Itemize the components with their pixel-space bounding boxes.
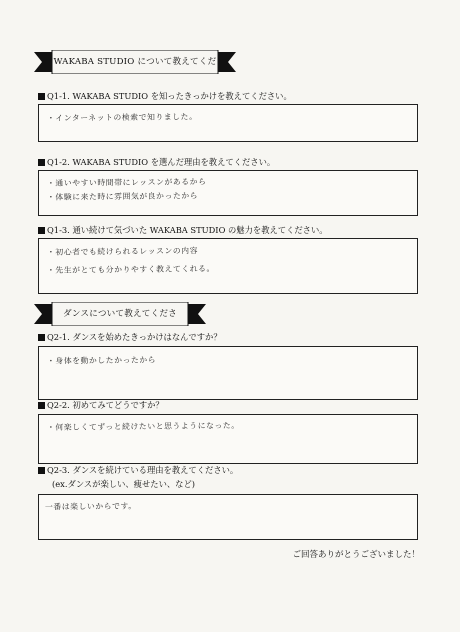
answer-box-q1-1 (38, 104, 418, 142)
question-example: (ex.ダンスが楽しい、痩せたい、など) (52, 479, 195, 489)
answer-text: ・身体を動かしたかったから (46, 355, 157, 366)
answer-box-q2-1 (38, 346, 418, 400)
banner-title: WAKABA STUDIO について教えてくだ (53, 57, 217, 67)
answer-text: ・体験に来た時に雰囲気が良かったから (46, 191, 199, 202)
question-q2-3: Q2-3. ダンスを続けている理由を教えてください。 (38, 465, 238, 476)
answer-text: ・通いやすい時間帯にレッスンがあるから (46, 177, 207, 188)
section-banner-wakaba (34, 50, 236, 74)
square-bullet-icon (38, 159, 45, 166)
square-bullet-icon (38, 227, 45, 234)
answer-text: ・インターネットの検索で知りました。 (46, 112, 198, 123)
square-bullet-icon (38, 334, 45, 341)
question-q2-2: Q2-2. 初めてみてどうですか？ (38, 400, 164, 411)
answer-text: ・初心者でも続けられるレッスンの内容 (46, 246, 199, 257)
answer-box-q2-3 (38, 494, 418, 540)
answer-box-q1-3 (38, 238, 418, 294)
square-bullet-icon (38, 467, 45, 474)
square-bullet-icon (38, 402, 45, 409)
answer-box-q1-2 (38, 170, 418, 216)
banner-title: ダンスについて教えてくださ (63, 309, 177, 319)
answer-box-q2-2 (38, 414, 418, 464)
question-q1-3: Q1-3. 通い続けて気づいた WAKABA STUDIO の魅力を教えてください。 (38, 225, 328, 236)
question-q1-2: Q1-2. WAKABA STUDIO を選んだ理由を教えてください。 (38, 157, 275, 168)
answer-text: 一番は楽しいからです。 (44, 501, 137, 512)
question-q2-1: Q2-1. ダンスを始めたきっかけはなんですか？ (38, 332, 222, 343)
question-q1-1: Q1-1. WAKABA STUDIO を知ったきっかけを教えてください。 (38, 91, 292, 102)
answer-text: ・先生がとても分かりやすく教えてくれる。 (46, 264, 215, 275)
thanks-message: ご回答ありがとうございました！ (292, 550, 420, 560)
answer-text: ・何楽しくてずっと続けたいと思うようになった。 (46, 420, 240, 433)
square-bullet-icon (38, 93, 45, 100)
section-banner-dance (34, 302, 206, 326)
